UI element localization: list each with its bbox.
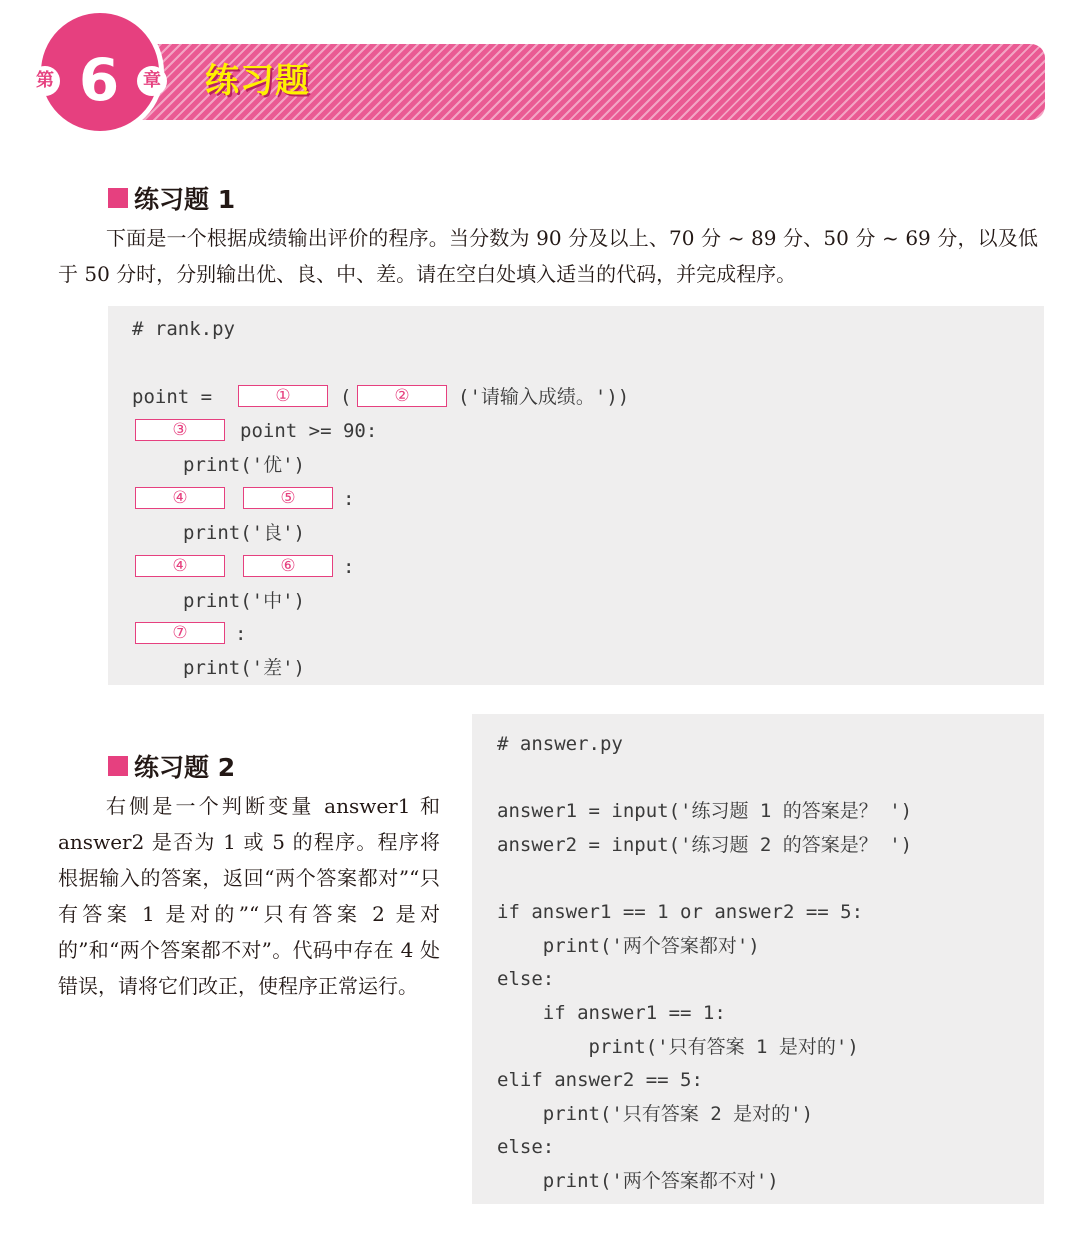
chapter-number: 6	[78, 46, 120, 114]
code-colon: :	[343, 556, 355, 578]
code-colon: :	[235, 623, 247, 645]
code-line: else:	[497, 1136, 555, 1158]
blank-5[interactable]: ⑤	[243, 487, 333, 509]
blank-1[interactable]: ①	[238, 385, 328, 407]
code-line: answer2 = input('练习题 2 的答案是？ ')	[497, 834, 913, 856]
code-line: else:	[497, 968, 555, 990]
code-line-point: point =	[132, 386, 224, 408]
code-print-good: print('良')	[183, 522, 305, 544]
code-line: # answer.py	[497, 733, 623, 755]
code-line: if answer1 == 1 or answer2 == 5:	[497, 901, 864, 923]
chapter-title: 练习题	[205, 61, 310, 101]
code-print-medium: print('中')	[183, 590, 305, 612]
exercise2-heading	[108, 748, 235, 784]
heading-square-icon	[108, 188, 128, 208]
code-prompt: ('请输入成绩。'))	[458, 386, 630, 408]
code-line: answer1 = input('练习题 1 的答案是？ ')	[497, 800, 913, 822]
chapter-suffix: 章	[137, 66, 167, 96]
exercise1-heading-text: 练习题 1	[134, 185, 236, 214]
exercise1-description: 下面是一个根据成绩输出评价的程序。当分数为 90 分及以上、70 分 ~ 89 分、50 分 ~ 69 分，以及低于 50 分时，分别输出优、良、中、差。请在空白处填入适当的代码，并完成程序。	[58, 226, 1038, 286]
blank-7[interactable]: ⑦	[135, 622, 225, 644]
blank-4a[interactable]: ④	[135, 487, 225, 509]
code-paren: (	[340, 386, 352, 408]
blank-4b[interactable]: ④	[135, 555, 225, 577]
code-comment: # rank.py	[132, 318, 235, 340]
code-print-poor: print('差')	[183, 657, 305, 679]
blank-6[interactable]: ⑥	[243, 555, 333, 577]
code-line: print('两个答案都不对')	[497, 1170, 779, 1192]
exercise2-description: 右侧是一个判断变量 answer1 和 answer2 是否为 1 或 5 的程序。程序将根据输入的答案，返回“两个答案都对”“只有答案 1 是对的”“只有答案 2 是对的”和“两个答案都不对”。代码中存在 4 处错误，请将它们改正，使程序正常运行。	[58, 794, 440, 998]
code-line: print('只有答案 2 是对的')	[497, 1103, 814, 1125]
code-line: if answer1 == 1:	[497, 1002, 726, 1024]
code-print-excellent: print('优')	[183, 454, 305, 476]
code-condition-90: point >= 90:	[240, 420, 378, 442]
exercise1-heading	[108, 180, 235, 216]
code-line: print('只有答案 1 是对的')	[497, 1036, 859, 1058]
exercise2-heading-text: 练习题 2	[134, 753, 236, 782]
blank-2[interactable]: ②	[357, 385, 447, 407]
blank-3[interactable]: ③	[135, 419, 225, 441]
heading-square-icon	[108, 756, 128, 776]
code-line: elif answer2 == 5:	[497, 1069, 703, 1091]
code-colon: :	[343, 488, 355, 510]
code-line: print('两个答案都对')	[497, 935, 760, 957]
chapter-prefix: 第	[30, 66, 60, 96]
